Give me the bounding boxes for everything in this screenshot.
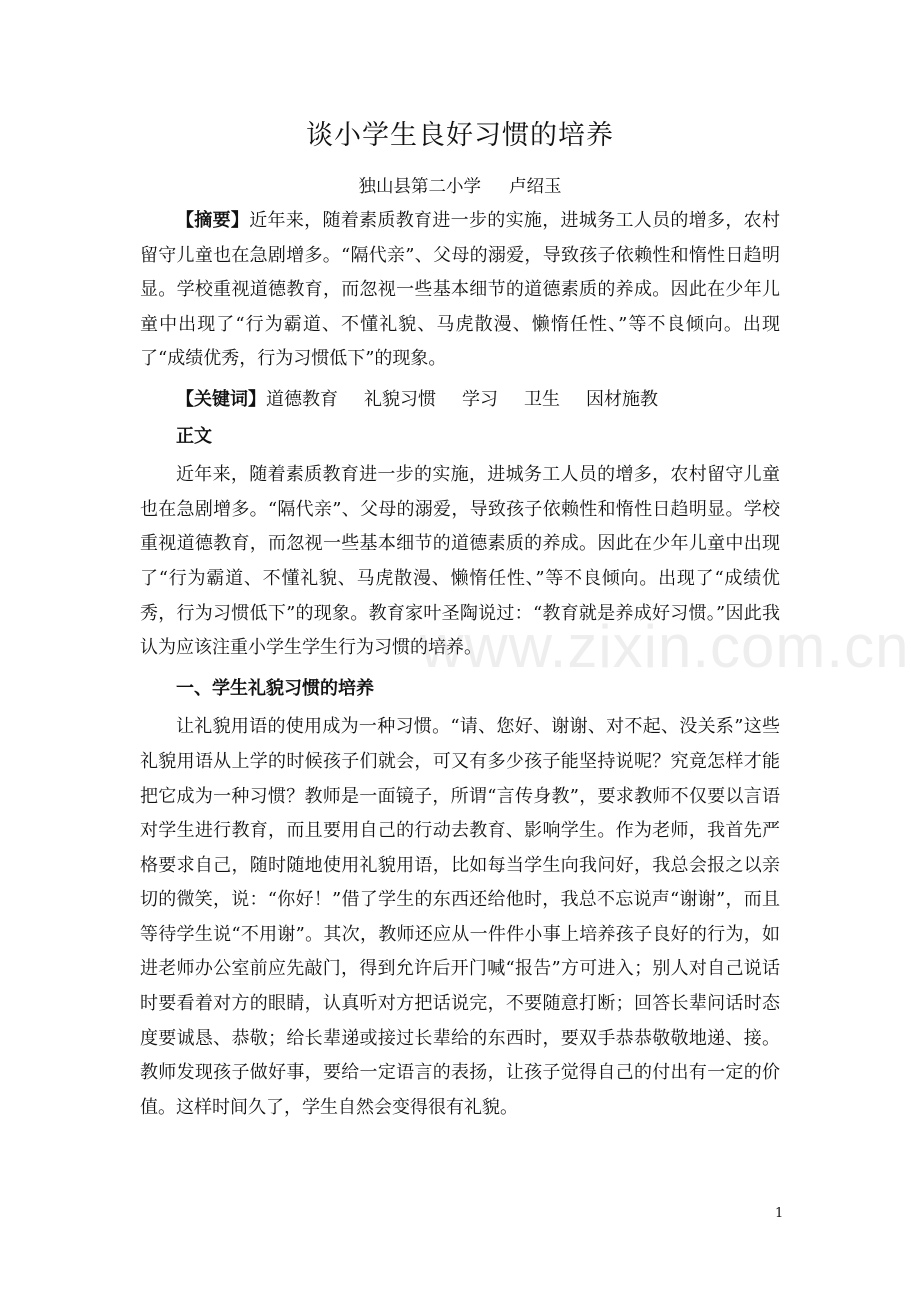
keyword: 礼貌习惯 (364, 388, 436, 410)
document-title: 谈小学生良好习惯的培养 (306, 120, 614, 151)
abstract-label: 【摘要】 (176, 210, 250, 231)
school-name: 独山县第二小学 (358, 177, 481, 197)
section-heading: 一、学生礼貌习惯的培养 (176, 677, 374, 699)
body-heading: 正文 (176, 425, 212, 447)
page-number: 1 (775, 1206, 784, 1221)
keywords-line (140, 383, 780, 418)
keyword: 因材施教 (586, 388, 658, 410)
author-name: 卢绍玉 (509, 177, 562, 197)
section-paragraph: 让礼貌用语的使用成为一种习惯。“请、您好、谢谢、对不起、没关系”这些礼貌用语从上学的时候孩子们就会，可又有多少孩子能坚持说呢？究竟怎样才能把它成为一种习惯？教师是一面镜子，所谓“言传身教”，要求教师不仅要以言语对学生进行教育，而且要用自己的行动去教育、影响学生。作为老师，我首先严格要求自己，随时随地使用礼貌用语，比如每当学生向我问好，我总会报之以亲切的微笑，说：“你好！”借了学生的东西还给他时，我总不忘说声“谢谢”，而且等待学生说“不用谢”。其次，教师还应从一件件小事上培养孩子良好的行为，如进老师办公室前应先敲门，得到允许后开门喊“报告”方可进入；别人对自己说话时要看着对方的眼睛，认真听对方把话说完，不要随意打断；回答长辈问话时态度要诚恳、恭敬；给长辈递或接过长辈给的东西时，要双手恭恭敬敬地递、接。教师发现孩子做好事，要给一定语言的表扬，让孩子觉得自己的付出有一定的价值。这样时间久了，学生自然会变得很有礼貌。 (140, 716, 780, 1118)
abstract-text: 近年来，随着素质教育进一步的实施，进城务工人员的增多，农村留守儿童也在急剧增多。“隔代亲”、父母的溺爱，导致孩子依赖性和惰性日趋明显。学校重视道德教育，而忽视一些基本细节的道德素质的养成。因此在少年儿童中出现了“行为霸道、不懂礼貌、马虎散漫、懒惰任性、”等不良倾向。出现了“成绩优秀，行为习惯低下”的现象。 (140, 210, 780, 370)
document-content (140, 110, 780, 1125)
keywords-label: 【关键词】 (176, 388, 266, 410)
keyword: 卫生 (524, 388, 560, 410)
byline (140, 174, 780, 200)
abstract-paragraph (140, 204, 780, 377)
keyword: 道德教育 (266, 388, 338, 410)
intro-paragraph: 近年来，随着素质教育进一步的实施，进城务工人员的增多，农村留守儿童也在急剧增多。“隔代亲”、父母的溺爱，导致孩子依赖性和惰性日趋明显。学校重视道德教育，而忽视一些基本细节的道德素质的养成。因此在少年儿童中出现了“行为霸道、不懂礼貌、马虎散漫、懒惰任性、”等不良倾向。出现了“成绩优秀，行为习惯低下”的现象。教育家叶圣陶说过：“教育就是养成好习惯。”因此我认为应该注重小学生学生行为习惯的培养。 (140, 464, 780, 659)
watermark: www.zixin.com.cn (420, 613, 910, 680)
keyword: 学习 (462, 388, 498, 410)
